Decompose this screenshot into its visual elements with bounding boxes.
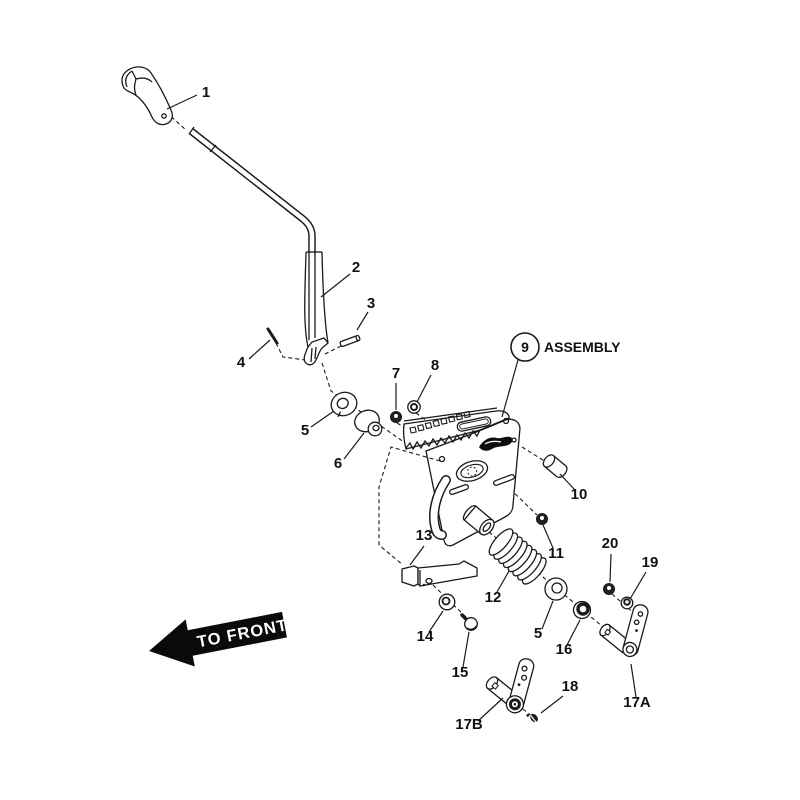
callout-label-15: 15 [451,664,469,681]
flat-washer-14 [439,594,455,610]
callout-label-13: 13 [415,527,433,544]
set-bolt-18 [526,710,540,724]
compression-spring [485,525,549,587]
callout-label-20: 20 [601,535,619,552]
shift-lever-channel [304,252,328,365]
callout-label-3: 3 [366,295,376,312]
hex-nut-20 [604,584,615,595]
spacer-bushing-10 [541,453,569,480]
shift-knob [122,67,172,125]
callout-label-14: 14 [416,628,434,645]
callout-label-7: 7 [391,365,401,382]
callout-label-5: 5 [300,422,310,439]
callout-label-11: 11 [548,545,564,562]
callout-label-4: 4 [236,354,246,371]
pivot-bracket-17b [484,657,535,715]
callout-label-5b: 5 [533,625,543,642]
pivot-bracket-17a [598,603,650,658]
callout-label-2: 2 [351,259,361,276]
hex-nut-11 [537,514,548,525]
callout-label-8: 8 [430,357,440,374]
callout-label-12: 12 [484,589,502,606]
callout-label-16: 16 [555,641,573,658]
roll-pin [340,335,361,347]
callout-label-17a: 17A [623,694,651,711]
to-front-label: TO FRONT [195,616,290,652]
assembly-note [511,333,621,361]
flat-washer-upper [328,389,360,420]
callout-label-6: 6 [333,455,343,472]
lock-washer-8 [408,401,420,413]
flanged-bushing [352,407,383,436]
to-front-arrow [144,601,292,675]
hex-nut-7 [391,412,402,423]
carriage-bolt-15 [462,615,477,630]
flange-nut-19 [621,597,633,609]
callout-label-10: 10 [570,486,588,503]
callout-label-17b: 17B [455,716,483,733]
stop-bracket [402,561,477,586]
sleeve-bushing-16 [574,602,591,619]
callout-label-1: 1 [201,84,211,101]
callout-label-19: 19 [641,554,659,571]
callout-label-18: 18 [561,678,579,695]
shift-lever-shaft [189,127,312,254]
flat-washer-lower [545,578,567,600]
assembly-label: ASSEMBLY [544,339,621,355]
assembly-number: 9 [521,339,529,355]
